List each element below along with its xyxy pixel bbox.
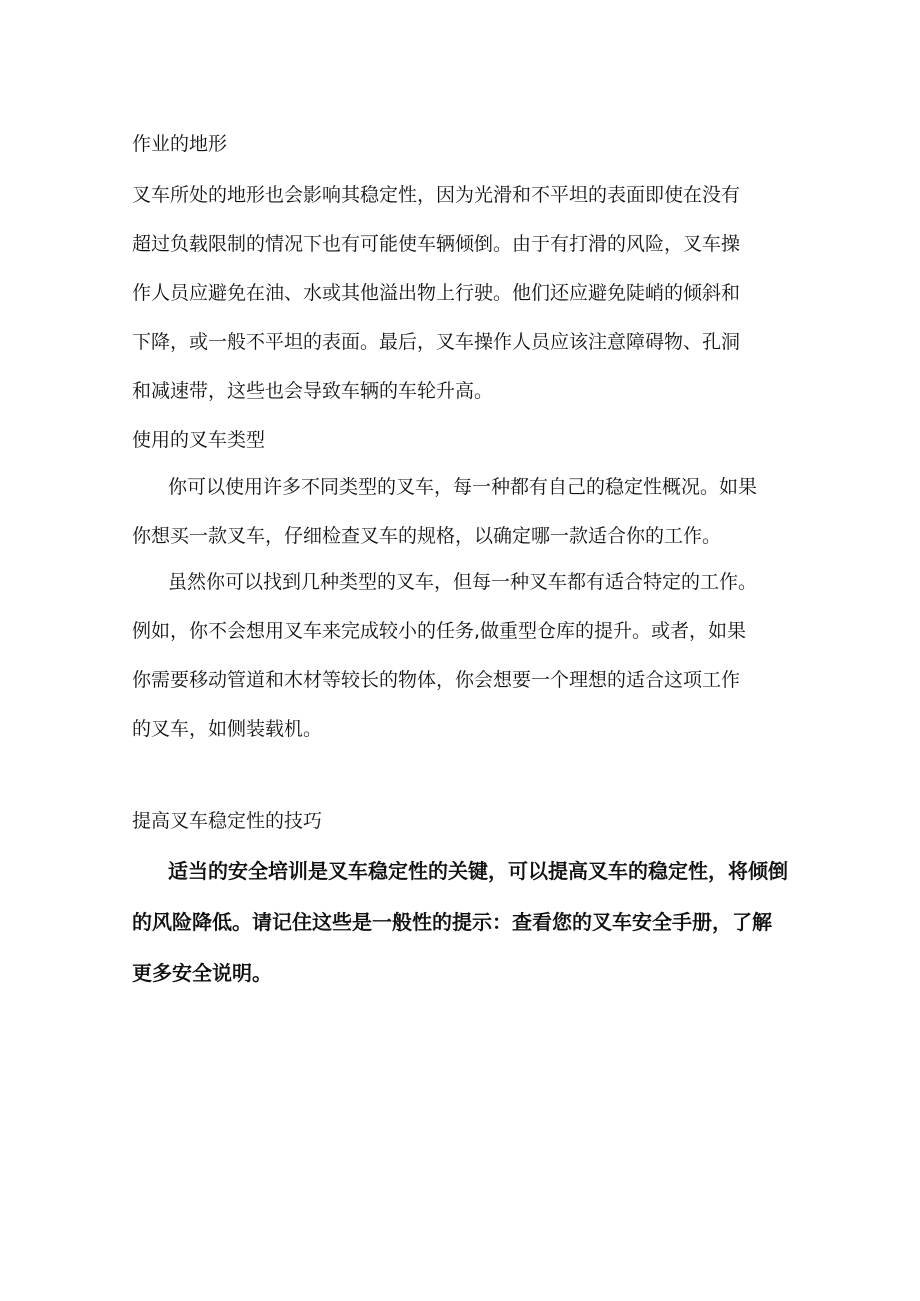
text-line: 和减速带，这些也会导致车辆的车轮升高。 (132, 380, 494, 402)
text-line: 虽然你可以找到几种类型的叉车，但每一种叉车都有适合特定的工作。 (168, 571, 758, 593)
paragraph-stability-tips (132, 846, 788, 999)
paragraph-forklift-types-2 (132, 558, 757, 754)
text-line: 你可以使用许多不同类型的叉车，每一种都有自己的稳定性概况。如果 (168, 476, 758, 498)
text-line: 下降，或一般不平坦的表面。最后，叉车操作人员应该注意障碍物、孔洞 (132, 331, 741, 353)
text-line: 更多安全说明。 (132, 961, 272, 985)
section-heading-forklift-types: 使用的叉车类型 (132, 429, 266, 451)
paragraph-forklift-types-1 (132, 463, 757, 561)
text-line: 的风险降低。请记住这些是一般性的提示：查看您的叉车安全手册，了解 (132, 910, 772, 934)
text-line: 你想买一款叉车，仔细检查叉车的规格，以确定哪一款适合你的工作。 (132, 525, 722, 547)
text-line: 超过负载限制的情况下也有可能使车辆倾倒。由于有打滑的风险，叉车操 (132, 233, 741, 255)
text-line: 例如，你不会想用叉车来完成较小的任务,做重型仓库的提升。或者，如果 (132, 620, 747, 642)
section-heading-terrain: 作业的地形 (132, 133, 228, 155)
text-line: 适当的安全培训是叉车稳定性的关键，可以提高叉车的稳定性，将倾倒 (168, 859, 788, 883)
paragraph-terrain (132, 171, 740, 416)
text-line: 的叉车，如侧装载机。 (132, 718, 323, 740)
text-line: 叉车所处的地形也会影响其稳定性，因为光滑和不平坦的表面即使在没有 (132, 184, 741, 206)
section-heading-stability-tips: 提高叉车稳定性的技巧 (132, 810, 323, 832)
text-line: 作人员应避免在油、水或其他溢出物上行驶。他们还应避免陡峭的倾斜和 (132, 282, 741, 304)
text-line: 你需要移动管道和木材等较长的物体，你会想要一个理想的适合这项工作 (132, 669, 741, 691)
